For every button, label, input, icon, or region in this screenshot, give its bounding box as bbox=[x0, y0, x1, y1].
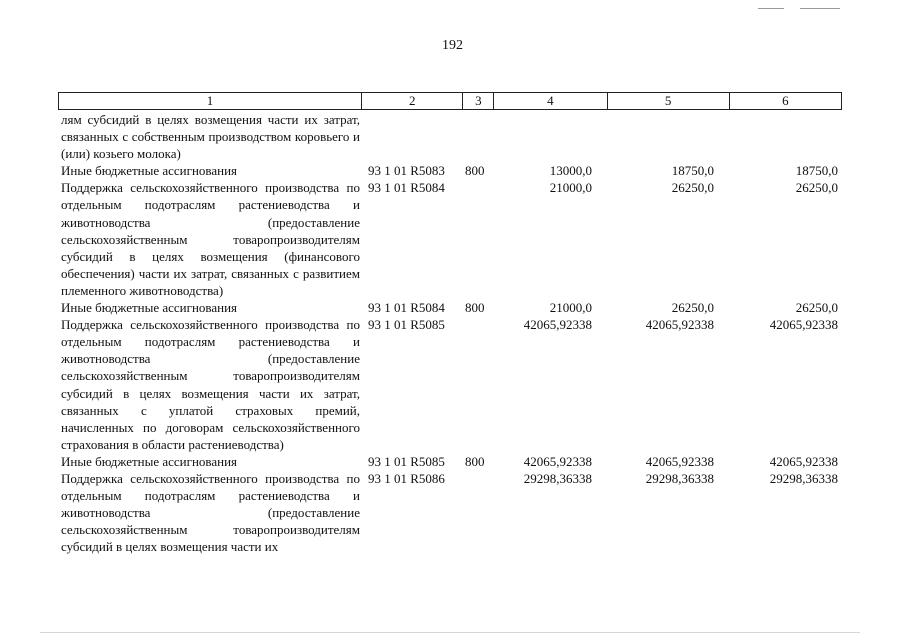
column-header-5: 5 bbox=[608, 93, 730, 109]
table-row bbox=[58, 470, 842, 555]
row-value-6 bbox=[728, 111, 840, 162]
table-row bbox=[58, 162, 842, 179]
row-value-5: 26250,0 bbox=[671, 300, 714, 316]
column-header-3: 3 bbox=[463, 93, 494, 109]
row-name: лям субсидий в целях возмещения части их затрат, связанных с собственным производством коровьего и (или) козьего молока) bbox=[61, 112, 360, 162]
column-header-4: 4 bbox=[494, 93, 607, 109]
table-row bbox=[58, 453, 842, 470]
row-value-5: 42065,92338 bbox=[645, 453, 714, 469]
row-value-6: 29298,36338 bbox=[769, 470, 838, 486]
row-code: 93 1 01 R5084 bbox=[368, 180, 445, 196]
row-value-4: 29298,36338 bbox=[523, 470, 592, 486]
row-value-6: 26250,0 bbox=[795, 180, 838, 196]
row-value-4 bbox=[493, 111, 606, 162]
row-type bbox=[463, 470, 493, 555]
scan-mark bbox=[800, 8, 840, 9]
row-code: 93 1 01 R5083 bbox=[368, 163, 445, 179]
scan-mark bbox=[758, 8, 784, 9]
row-type bbox=[463, 316, 493, 453]
table-row bbox=[58, 316, 842, 453]
row-name: Иные бюджетные ассигнования bbox=[61, 300, 238, 316]
row-type: 800 bbox=[465, 300, 485, 316]
row-value-4: 21000,0 bbox=[549, 180, 592, 196]
table-row bbox=[58, 179, 842, 299]
page-number: 192 bbox=[442, 38, 463, 53]
row-value-4: 21000,0 bbox=[549, 300, 592, 316]
column-header-2: 2 bbox=[362, 93, 463, 109]
row-name: Поддержка сельскохозяйственного производства по отдельным подотраслям растениеводства и животноводства (предоставление сельскохозяйственным товаропроизводителям субсидий в целях возмещения (финансового обеспечения) части их затрат, связанных с развитием племенного животноводства) bbox=[61, 180, 360, 298]
row-value-6: 42065,92338 bbox=[769, 317, 838, 333]
row-code: 93 1 01 R5085 bbox=[368, 317, 445, 333]
row-value-6: 26250,0 bbox=[795, 300, 838, 316]
table-row bbox=[58, 299, 842, 316]
row-name: Поддержка сельскохозяйственного производства по отдельным подотраслям растениеводства и животноводства (предоставление сельскохозяйственным товаропроизводителям субсидий в целях возмещения части их bbox=[61, 470, 360, 555]
budget-table bbox=[58, 92, 842, 555]
table-body bbox=[58, 111, 842, 555]
row-value-4: 13000,0 bbox=[549, 163, 592, 179]
row-value-5: 29298,36338 bbox=[645, 470, 714, 486]
row-type bbox=[463, 111, 493, 162]
row-type bbox=[463, 179, 493, 299]
row-code: 93 1 01 R5084 bbox=[368, 300, 445, 316]
row-code: 93 1 01 R5086 bbox=[368, 470, 445, 486]
table-row bbox=[58, 111, 842, 162]
row-value-5: 42065,92338 bbox=[645, 317, 714, 333]
row-name: Иные бюджетные ассигнования bbox=[61, 453, 238, 469]
column-header-1: 1 bbox=[59, 93, 362, 109]
row-value-5: 18750,0 bbox=[671, 163, 714, 179]
row-code: 93 1 01 R5085 bbox=[368, 453, 445, 469]
row-value-5 bbox=[606, 111, 728, 162]
scan-mark bbox=[40, 632, 860, 633]
row-type: 800 bbox=[465, 453, 485, 469]
row-code bbox=[362, 111, 463, 162]
row-name: Иные бюджетные ассигнования bbox=[61, 163, 238, 179]
row-value-5: 26250,0 bbox=[671, 180, 714, 196]
row-value-6: 18750,0 bbox=[795, 163, 838, 179]
row-name: Поддержка сельскохозяйственного производства по отдельным подотраслям растениеводства и животноводства (предоставление сельскохозяйственным товаропроизводителям субсидий в целях возмещения части их затрат, связанных с уплатой страховых премий, начисленных по договорам сельскохозяйственного страхования в области растениеводства) bbox=[61, 317, 360, 452]
column-header-6: 6 bbox=[782, 93, 789, 108]
row-value-6: 42065,92338 bbox=[769, 453, 838, 469]
row-value-4: 42065,92338 bbox=[523, 453, 592, 469]
table-header bbox=[58, 92, 842, 110]
row-value-4: 42065,92338 bbox=[523, 317, 592, 333]
row-type: 800 bbox=[465, 163, 485, 179]
